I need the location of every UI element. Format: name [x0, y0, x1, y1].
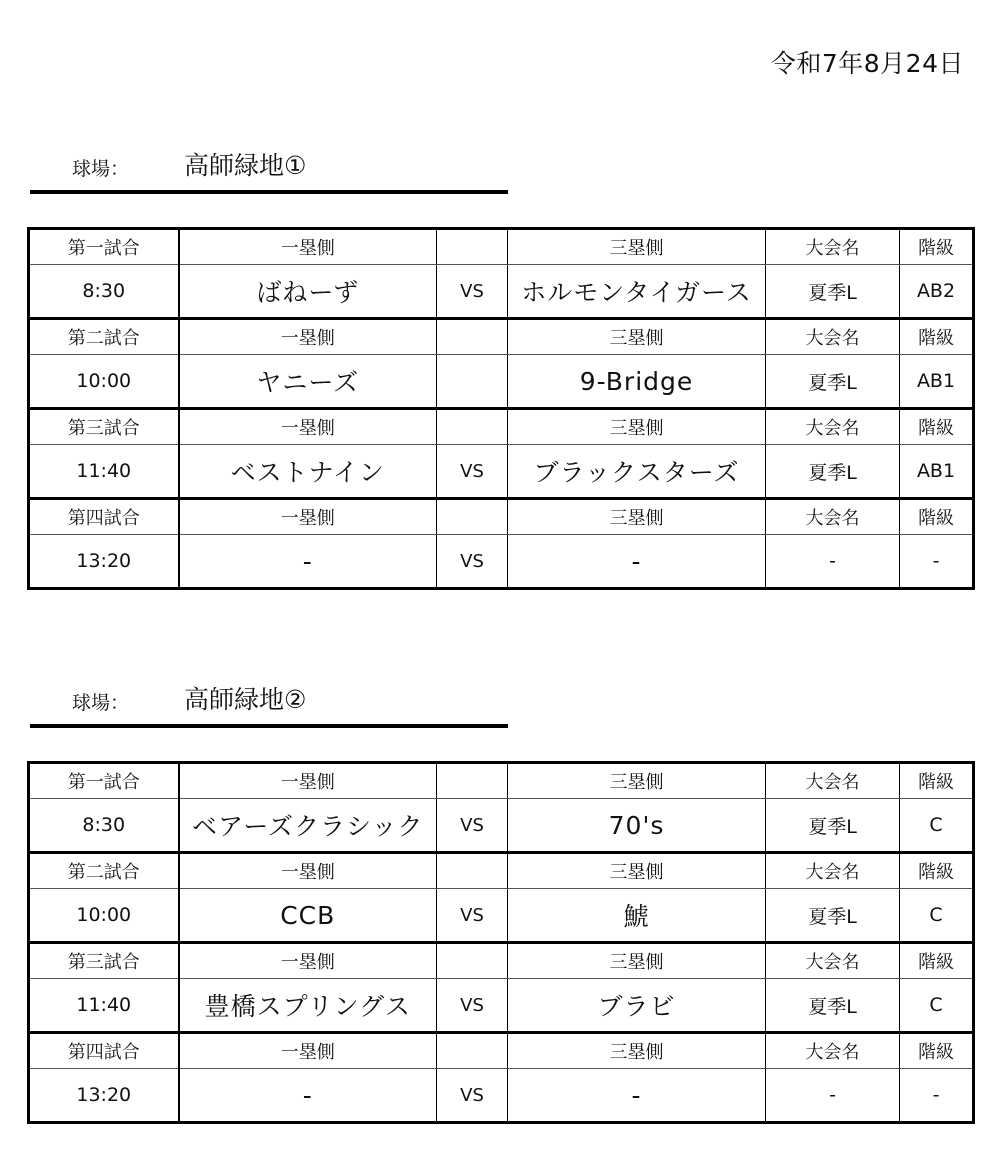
- event-header: 大会名: [766, 319, 900, 355]
- event-header: 大会名: [766, 763, 900, 799]
- event-name: -: [766, 1069, 900, 1123]
- event-name: 夏季L: [766, 799, 900, 853]
- game-header-row: [29, 853, 974, 889]
- event-header: 大会名: [766, 229, 900, 265]
- first-base-header: 一塁側: [179, 229, 437, 265]
- class-level: C: [900, 799, 974, 853]
- class-header: 階級: [900, 853, 974, 889]
- schedule-date: 令和7年8月24日: [770, 49, 964, 78]
- class-level: AB1: [900, 355, 974, 409]
- game-number: 第三試合: [29, 943, 179, 979]
- first-base-team: 豊橋スプリングス: [179, 979, 437, 1033]
- game-time: 13:20: [29, 535, 179, 589]
- game-row: [29, 889, 974, 943]
- third-base-team: ブラックスターズ: [508, 445, 766, 499]
- first-base-team: -: [179, 1069, 437, 1123]
- game-header-row: [29, 319, 974, 355]
- venue-label: 球場：: [72, 692, 130, 714]
- game-row: [29, 355, 974, 409]
- first-base-team: ヤニーズ: [179, 355, 437, 409]
- game-row: [29, 1069, 974, 1123]
- third-base-team: -: [508, 535, 766, 589]
- class-header: 階級: [900, 229, 974, 265]
- first-base-header: 一塁側: [179, 319, 437, 355]
- vs-label: VS: [437, 799, 508, 853]
- game-header-row: [29, 943, 974, 979]
- event-name: -: [766, 535, 900, 589]
- first-base-team: ベストナイン: [179, 445, 437, 499]
- event-header: 大会名: [766, 943, 900, 979]
- first-base-team: ばねーず: [179, 265, 437, 319]
- class-header: 階級: [900, 763, 974, 799]
- third-base-header: 三塁側: [508, 1033, 766, 1069]
- vs-label: VS: [437, 979, 508, 1033]
- first-base-header: 一塁側: [179, 1033, 437, 1069]
- first-base-header: 一塁側: [179, 943, 437, 979]
- first-base-header: 一塁側: [179, 853, 437, 889]
- game-time: 10:00: [29, 889, 179, 943]
- game-row: [29, 979, 974, 1033]
- vs-header: [437, 229, 508, 265]
- event-header: 大会名: [766, 853, 900, 889]
- schedule-table-2: [27, 761, 975, 1124]
- vs-header: [437, 1033, 508, 1069]
- game-number: 第二試合: [29, 853, 179, 889]
- game-row: [29, 265, 974, 319]
- game-header-row: [29, 409, 974, 445]
- third-base-team: 70's: [508, 799, 766, 853]
- third-base-team: -: [508, 1069, 766, 1123]
- event-header: 大会名: [766, 499, 900, 535]
- third-base-team: ホルモンタイガース: [508, 265, 766, 319]
- game-header-row: [29, 229, 974, 265]
- first-base-team: -: [179, 535, 437, 589]
- third-base-team: ブラビ: [508, 979, 766, 1033]
- game-header-row: [29, 763, 974, 799]
- venue-label: 球場：: [72, 158, 130, 180]
- vs-label: VS: [437, 445, 508, 499]
- venue-name: 高師緑地②: [184, 685, 307, 714]
- class-level: -: [900, 535, 974, 589]
- class-level: -: [900, 1069, 974, 1123]
- class-header: 階級: [900, 319, 974, 355]
- vs-header: [437, 319, 508, 355]
- game-time: 13:20: [29, 1069, 179, 1123]
- schedule-table-1: [27, 227, 975, 590]
- third-base-header: 三塁側: [508, 499, 766, 535]
- third-base-header: 三塁側: [508, 229, 766, 265]
- first-base-team: ベアーズクラシック: [179, 799, 437, 853]
- third-base-header: 三塁側: [508, 409, 766, 445]
- game-row: [29, 445, 974, 499]
- game-time: 10:00: [29, 355, 179, 409]
- game-number: 第一試合: [29, 229, 179, 265]
- third-base-team: 9-Bridge: [508, 355, 766, 409]
- game-header-row: [29, 499, 974, 535]
- game-number: 第四試合: [29, 499, 179, 535]
- venue-name: 高師緑地①: [184, 151, 307, 180]
- third-base-team: 鯱: [508, 889, 766, 943]
- class-header: 階級: [900, 409, 974, 445]
- vs-header: [437, 763, 508, 799]
- vs-header: [437, 853, 508, 889]
- first-base-header: 一塁側: [179, 409, 437, 445]
- vs-header: [437, 499, 508, 535]
- game-number: 第二試合: [29, 319, 179, 355]
- event-name: 夏季L: [766, 445, 900, 499]
- game-number: 第四試合: [29, 1033, 179, 1069]
- event-name: 夏季L: [766, 265, 900, 319]
- game-number: 第一試合: [29, 763, 179, 799]
- venue-underline: [30, 190, 508, 194]
- vs-header: [437, 943, 508, 979]
- third-base-header: 三塁側: [508, 853, 766, 889]
- game-number: 第三試合: [29, 409, 179, 445]
- class-level: AB1: [900, 445, 974, 499]
- first-base-header: 一塁側: [179, 763, 437, 799]
- vs-label: VS: [437, 535, 508, 589]
- game-time: 8:30: [29, 265, 179, 319]
- venue-underline: [30, 724, 508, 728]
- first-base-team: CCB: [179, 889, 437, 943]
- vs-label: VS: [437, 265, 508, 319]
- game-row: [29, 535, 974, 589]
- event-header: 大会名: [766, 409, 900, 445]
- vs-header: [437, 409, 508, 445]
- game-row: [29, 799, 974, 853]
- game-time: 11:40: [29, 979, 179, 1033]
- vs-label: VS: [437, 889, 508, 943]
- game-header-row: [29, 1033, 974, 1069]
- event-name: 夏季L: [766, 889, 900, 943]
- class-level: C: [900, 889, 974, 943]
- game-time: 11:40: [29, 445, 179, 499]
- third-base-header: 三塁側: [508, 763, 766, 799]
- event-header: 大会名: [766, 1033, 900, 1069]
- third-base-header: 三塁側: [508, 943, 766, 979]
- third-base-header: 三塁側: [508, 319, 766, 355]
- first-base-header: 一塁側: [179, 499, 437, 535]
- class-header: 階級: [900, 499, 974, 535]
- class-header: 階級: [900, 1033, 974, 1069]
- vs-label: VS: [437, 1069, 508, 1123]
- class-level: C: [900, 979, 974, 1033]
- event-name: 夏季L: [766, 979, 900, 1033]
- class-header: 階級: [900, 943, 974, 979]
- vs-label: [437, 355, 508, 409]
- class-level: AB2: [900, 265, 974, 319]
- event-name: 夏季L: [766, 355, 900, 409]
- game-time: 8:30: [29, 799, 179, 853]
